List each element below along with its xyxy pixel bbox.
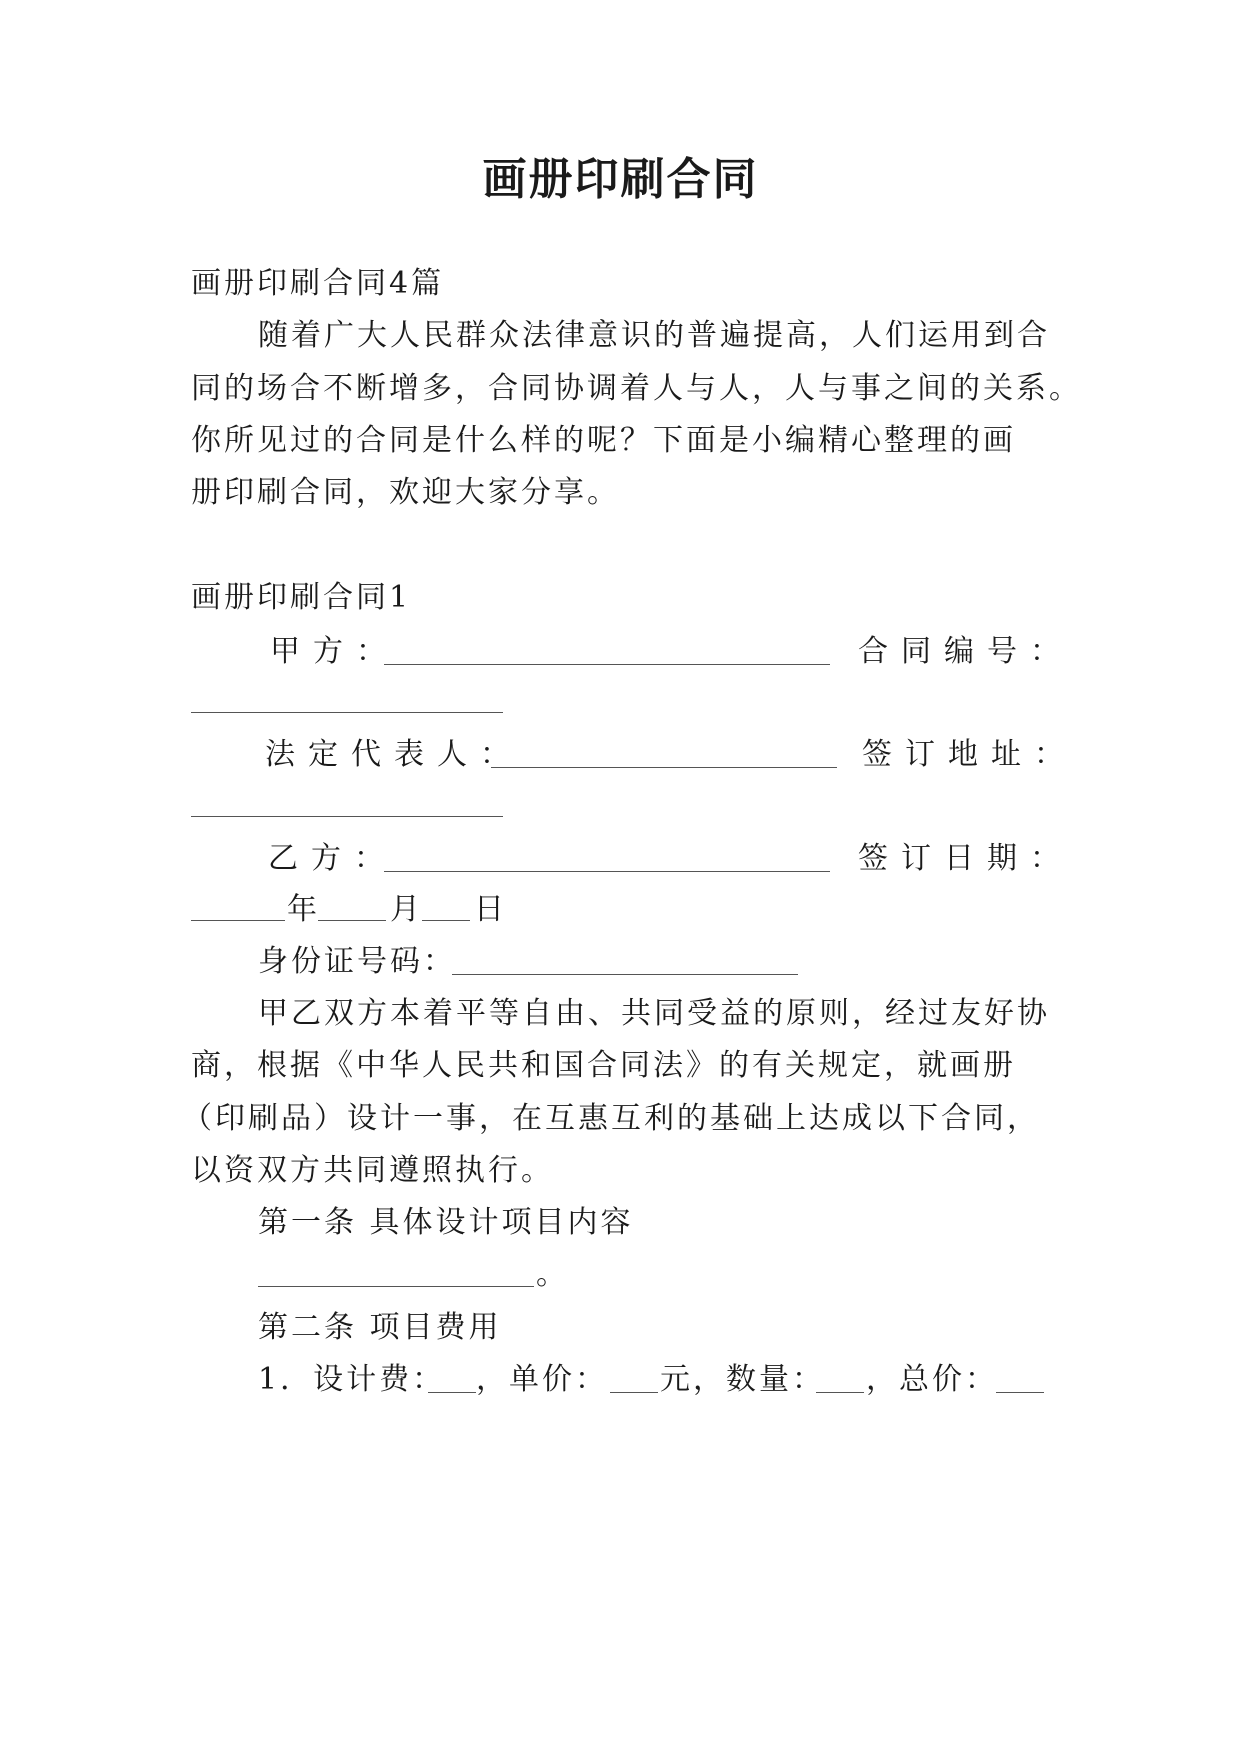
legal-rep-blank — [491, 767, 837, 768]
id-number-label: 身份证号码： — [258, 944, 456, 979]
intro-line-1: 随着广大人民群众法律意识的普遍提高，人们运用到合 — [258, 318, 1050, 353]
quantity-label: 元，数量： — [660, 1362, 825, 1397]
party-a-blank — [384, 664, 830, 665]
month-blank — [318, 920, 386, 921]
article-1-period: 。 — [536, 1257, 569, 1292]
page-title: 画册印刷合同 — [482, 154, 759, 205]
unit-price-blank — [610, 1392, 658, 1393]
intro-line-3: 你所见过的合同是什么样的呢？下面是小编精心整理的画 — [191, 423, 1016, 458]
total-blank — [996, 1392, 1044, 1393]
legal-rep-label: 法定代表人： — [265, 737, 523, 772]
total-label: ，总价： — [866, 1362, 998, 1397]
month-label: 月 — [390, 892, 423, 927]
party-b-label: 乙方： — [268, 841, 397, 876]
body-line-4: 以资双方共同遵照执行。 — [191, 1153, 554, 1188]
sign-date-label: 签订日期： — [858, 841, 1073, 876]
sign-place-blank — [191, 816, 503, 817]
day-blank — [422, 920, 470, 921]
body-line-1: 甲乙双方本着平等自由、共同受益的原则，经过友好协 — [258, 996, 1050, 1031]
party-a-label: 甲方： — [270, 634, 399, 669]
year-blank — [191, 920, 285, 921]
party-b-blank — [384, 871, 830, 872]
body-line-2: 商，根据《中华人民共和国合同法》的有关规定，就画册 — [191, 1048, 1016, 1083]
fee-blank — [428, 1392, 476, 1393]
intro-line-2: 同的场合不断增多，合同协调着人与人，人与事之间的关系。 — [191, 371, 1082, 406]
article-2-heading: 第二条 项目费用 — [258, 1310, 502, 1345]
section-heading: 画册印刷合同1 — [191, 580, 412, 615]
intro-line-4: 册印刷合同，欢迎大家分享。 — [191, 475, 620, 510]
subtitle: 画册印刷合同4篇 — [191, 266, 445, 301]
day-label: 日 — [474, 892, 507, 927]
fee-label: 1．设计费： — [258, 1362, 446, 1397]
contract-no-blank — [191, 712, 503, 713]
year-label: 年 — [287, 892, 320, 927]
body-line-3: （印刷品）设计一事，在互惠互利的基础上达成以下合同， — [182, 1101, 1040, 1136]
article-1-heading: 第一条 具体设计项目内容 — [258, 1205, 634, 1240]
unit-price-label: ，单价： — [476, 1362, 608, 1397]
id-number-blank — [452, 974, 798, 975]
article-1-blank — [258, 1286, 534, 1287]
sign-place-label: 签订地址： — [862, 737, 1077, 772]
quantity-blank — [816, 1392, 864, 1393]
contract-no-label: 合同编号： — [858, 634, 1073, 669]
